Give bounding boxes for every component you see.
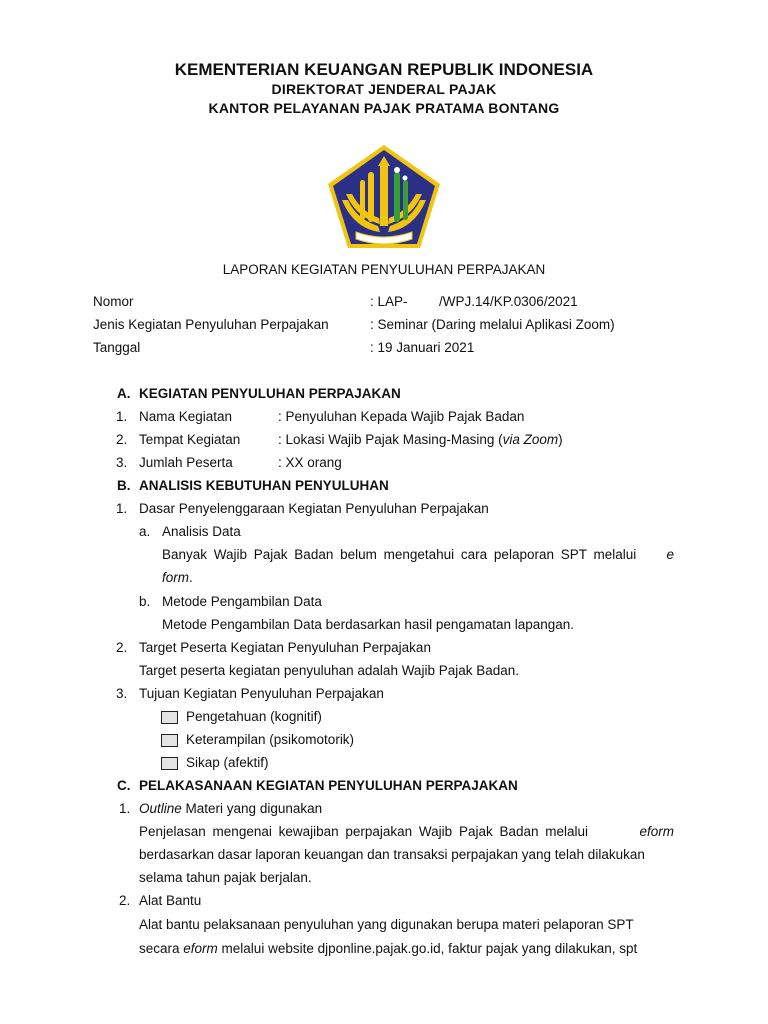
section-a-title: KEGIATAN PENYULUHAN PERPAJAKAN [139,386,401,401]
list-item-num: 2. [119,893,131,908]
list-item-letter: b. [139,594,151,609]
list-item-num: 1. [116,501,128,516]
section-c-marker: C. [117,778,131,793]
outline-text-line1: Penjelasan mengenai kewajiban perpajakan Wajib Pajak Badan melalui eform [139,824,674,839]
checkbox-label: Keterampilan (psikomotorik) [186,732,355,747]
nomor-label: Nomor [93,294,134,309]
checkbox-label: Sikap (afektif) [186,755,269,770]
dasar-penyelenggaraan: Dasar Penyelenggaraan Kegiatan Penyuluhan Perpajakan [139,501,489,516]
alat-bantu-title: Alat Bantu [139,893,202,908]
jumlah-peserta-label: Jumlah Peserta [139,455,233,470]
section-b-marker: B. [117,478,131,493]
nomor-prefix: : LAP- [370,294,408,309]
list-item-num: 3. [116,686,128,701]
alat-bantu-text-line1: Alat bantu pelaksanaan penyuluhan yang digunakan berupa materi pelaporan SPT [139,917,634,932]
nomor-suffix: /WPJ.14/KP.0306/2021 [439,294,578,309]
nama-kegiatan-value: : Penyuluhan Kepada Wajib Pajak Badan [278,409,525,424]
report-title: LAPORAN KEGIATAN PENYULUHAN PERPAJAKAN [222,262,546,277]
list-item-num: 1. [119,801,131,816]
directorate-name: DIREKTORAT JENDERAL PAJAK [271,81,497,97]
tanggal-label: Tanggal [93,340,141,355]
analisis-data-text-cont: form. [162,570,193,585]
list-item-num: 2. [116,640,128,655]
section-c-title: PELAKASANAAN KEGIATAN PENYULUHAN PERPAJAKAN [139,778,518,793]
target-peserta-title: Target Peserta Kegiatan Penyuluhan Perpajakan [139,640,431,655]
list-item-num: 3. [116,455,128,470]
section-a-marker: A. [117,386,131,401]
checkbox-afektif[interactable] [161,757,178,770]
tujuan-title: Tujuan Kegiatan Penyuluhan Perpajakan [139,686,384,701]
outline-text-line2: berdasarkan dasar laporan keuangan dan transaksi perpajakan yang telah dilakukan [139,847,645,862]
analisis-data-text: Banyak Wajib Pajak Badan belum mengetahui cara pelaporan SPT melalui e [162,547,674,562]
target-peserta-text: Target peserta kegiatan penyuluhan adalah Wajib Pajak Badan. [139,663,520,678]
outline-text-line3: selama tahun pajak berjalan. [139,870,312,885]
nama-kegiatan-label: Nama Kegiatan [139,409,233,424]
checkbox-kognitif[interactable] [161,711,178,724]
list-item-letter: a. [139,524,151,539]
list-item-num: 1. [116,409,128,424]
office-name: KANTOR PELAYANAN PAJAK PRATAMA BONTANG [208,100,560,116]
tempat-kegiatan-value: : Lokasi Wajib Pajak Masing-Masing (via Zoom) [278,432,563,447]
metode-text: Metode Pengambilan Data berdasarkan hasil pengamatan lapangan. [162,617,575,632]
ministry-name: KEMENTERIAN KEUANGAN REPUBLIK INDONESIA [174,60,594,79]
section-b-title: ANALISIS KEBUTUHAN PENYULUHAN [139,478,389,493]
tempat-kegiatan-label: Tempat Kegiatan [139,432,241,447]
checkbox-label: Pengetahuan (kognitif) [186,709,322,724]
alat-bantu-text-line2: secara eform melalui website djponline.pajak.go.id, faktur pajak yang dilakukan, spt [139,941,638,956]
tanggal-value: : 19 Januari 2021 [370,340,475,355]
checkbox-psikomotorik[interactable] [161,734,178,747]
jenis-value: : Seminar (Daring melalui Aplikasi Zoom) [370,317,615,332]
list-item-num: 2. [116,432,128,447]
jumlah-peserta-value: : XX orang [278,455,342,470]
analisis-data-title: Analisis Data [162,524,241,539]
metode-title: Metode Pengambilan Data [162,594,322,609]
jenis-label: Jenis Kegiatan Penyuluhan Perpajakan [93,317,329,332]
kemenkeu-emblem-icon [324,142,444,252]
outline-title: Outline Materi yang digunakan [139,801,323,816]
